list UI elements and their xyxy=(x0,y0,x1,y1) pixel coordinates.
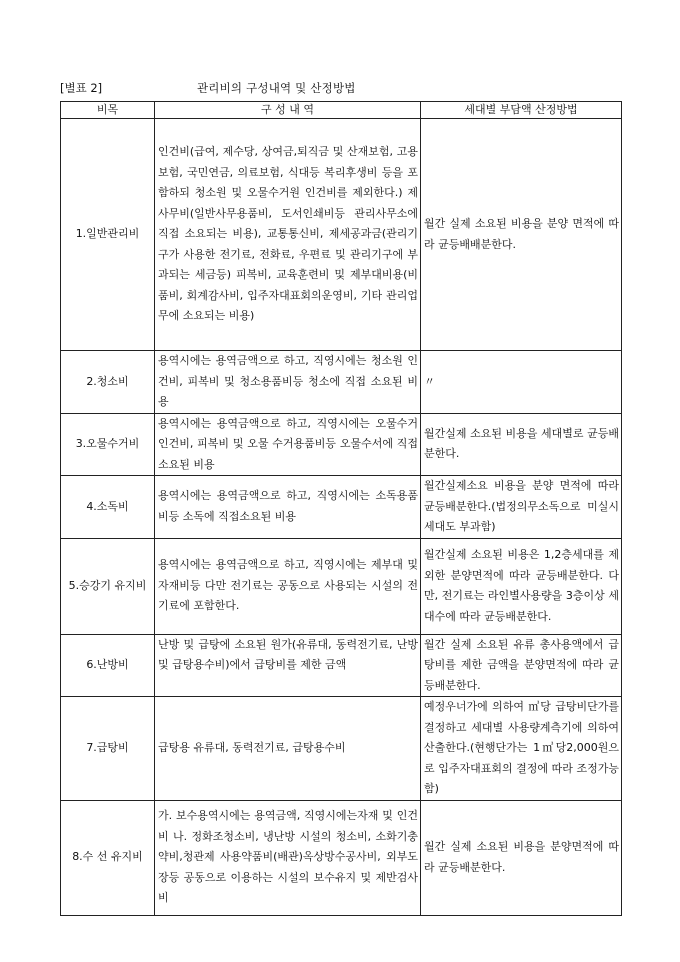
row-content: 용역시에는 용역금액으로 하고, 직영시에는 청소원 인건비, 피복비 및 청소용품비등 청소에 직접 소요된 비용 xyxy=(155,351,421,414)
row-item: 4.소독비 xyxy=(61,476,155,539)
table-row xyxy=(61,476,622,539)
table-row xyxy=(61,413,622,476)
row-item: 2.청소비 xyxy=(61,351,155,414)
row-item: 7.급탕비 xyxy=(61,697,155,801)
table-row xyxy=(61,119,622,351)
table-row xyxy=(61,351,622,414)
row-content: 용역시에는 용역금액으로 하고, 직영시에는 제부대 및 자재비등 다만 전기료는 공동으로 사용되는 시설의 전기료에 포함한다. xyxy=(155,538,421,634)
column-header-content: 구 성 내 역 xyxy=(155,102,421,119)
row-content: 용역시에는 용역금액으로 하고, 직영시에는 소독용품비등 소독에 직접소요된 비용 xyxy=(155,476,421,539)
row-content: 난방 및 급탕에 소요된 원가(유류대, 동력전기료, 난방 및 급탕용수비)에서 급탕비를 제한 금액 xyxy=(155,634,421,697)
row-method: 월간실제소요 비용을 분양 면적에 따라 균등배분한다.(법정의무소독으로 미실시 세대도 부과함) xyxy=(421,476,622,539)
row-method: 〃 xyxy=(421,351,622,414)
row-method: 월간 실제 소요된 유류 총사용액에서 급탕비를 제한 금액을 분양면적에 따라 균등배분한다. xyxy=(421,634,622,697)
document-title: 관리비의 구성내역 및 산정방법 xyxy=(197,81,356,95)
table-row xyxy=(61,697,622,801)
row-method: 월간 실제 소요된 비용을 분양면적에 따라 균등배분한다. xyxy=(421,800,622,915)
table-row xyxy=(61,634,622,697)
column-header-item: 비목 xyxy=(61,102,155,119)
row-content: 용역시에는 용역금액으로 하고, 직영시에는 오물수거 인건비, 피복비 및 오물 수거용품비등 오물수서에 직접 소요된 비용 xyxy=(155,413,421,476)
table-header-row xyxy=(61,102,622,119)
column-header-method: 세대별 부담액 산정방법 xyxy=(421,102,622,119)
row-item: 8.수 선 유지비 xyxy=(61,800,155,915)
row-content: 가. 보수용역시에는 용역금액, 직영시에는자재 및 인건비 나. 정화조청소비, 냉난방 시설의 청소비, 소화기충약비,청관제 사용약품비(배관)옥상방수공사비, 외부도장등 공동으로 이용하는 시설의 보수유지 및 제반검사비 xyxy=(155,800,421,915)
row-method: 월간 실제 소요된 비용을 분양 면적에 따라 균등배배분한다. xyxy=(421,119,622,351)
row-content: 인건비(급여, 제수당, 상여금,퇴직금 및 산재보험, 고용보험, 국민연금, 의료보험, 식대등 복리후생비 등을 포함하되 청소원 및 오물수거원 인건비를 제외한다.) 제사무비(일반사무용품비, 도서인쇄비등 관리사무소에 직접 소요되는 비용), 교통통신비, 제세공과금(관리기구가 사용한 전기료, 전화료, 우편료 및 관리기구에 부과되는 세금등) 피복비, 교육훈련비 및 제부대비용(비품비, 회계감사비, 입주자대표회의운영비, 기타 관리업무에 소요되는 비용) xyxy=(155,119,421,351)
table-row xyxy=(61,538,622,634)
table-row xyxy=(61,800,622,915)
management-fee-table xyxy=(60,101,622,916)
row-method: 예정우너가에 의하여 ㎥당 급탕비단가를 결정하고 세대별 사용량계측기에 의하여 산출한다.(현행단가는 1㎥당2,000원으로 입주자대표회의 결정에 따라 조정가능함) xyxy=(421,697,622,801)
row-item: 6.난방비 xyxy=(61,634,155,697)
row-item: 5.승강기 유지비 xyxy=(61,538,155,634)
row-method: 월간실제 소요된 비용은 1,2층세대를 제외한 분양면적에 따라 균등배분한다. 다만, 전기료는 라인별사용량을 3층이상 세대수에 따라 균등배분한다. xyxy=(421,538,622,634)
annex-label: [별표 2] xyxy=(60,81,103,95)
document-header xyxy=(60,80,620,98)
row-item: 3.오물수거비 xyxy=(61,413,155,476)
row-item: 1.일반관리비 xyxy=(61,119,155,351)
row-content: 급탕용 유류대, 동력전기료, 급탕용수비 xyxy=(155,697,421,801)
row-method: 월간실제 소요된 비용을 세대별로 균등배분한다. xyxy=(421,413,622,476)
